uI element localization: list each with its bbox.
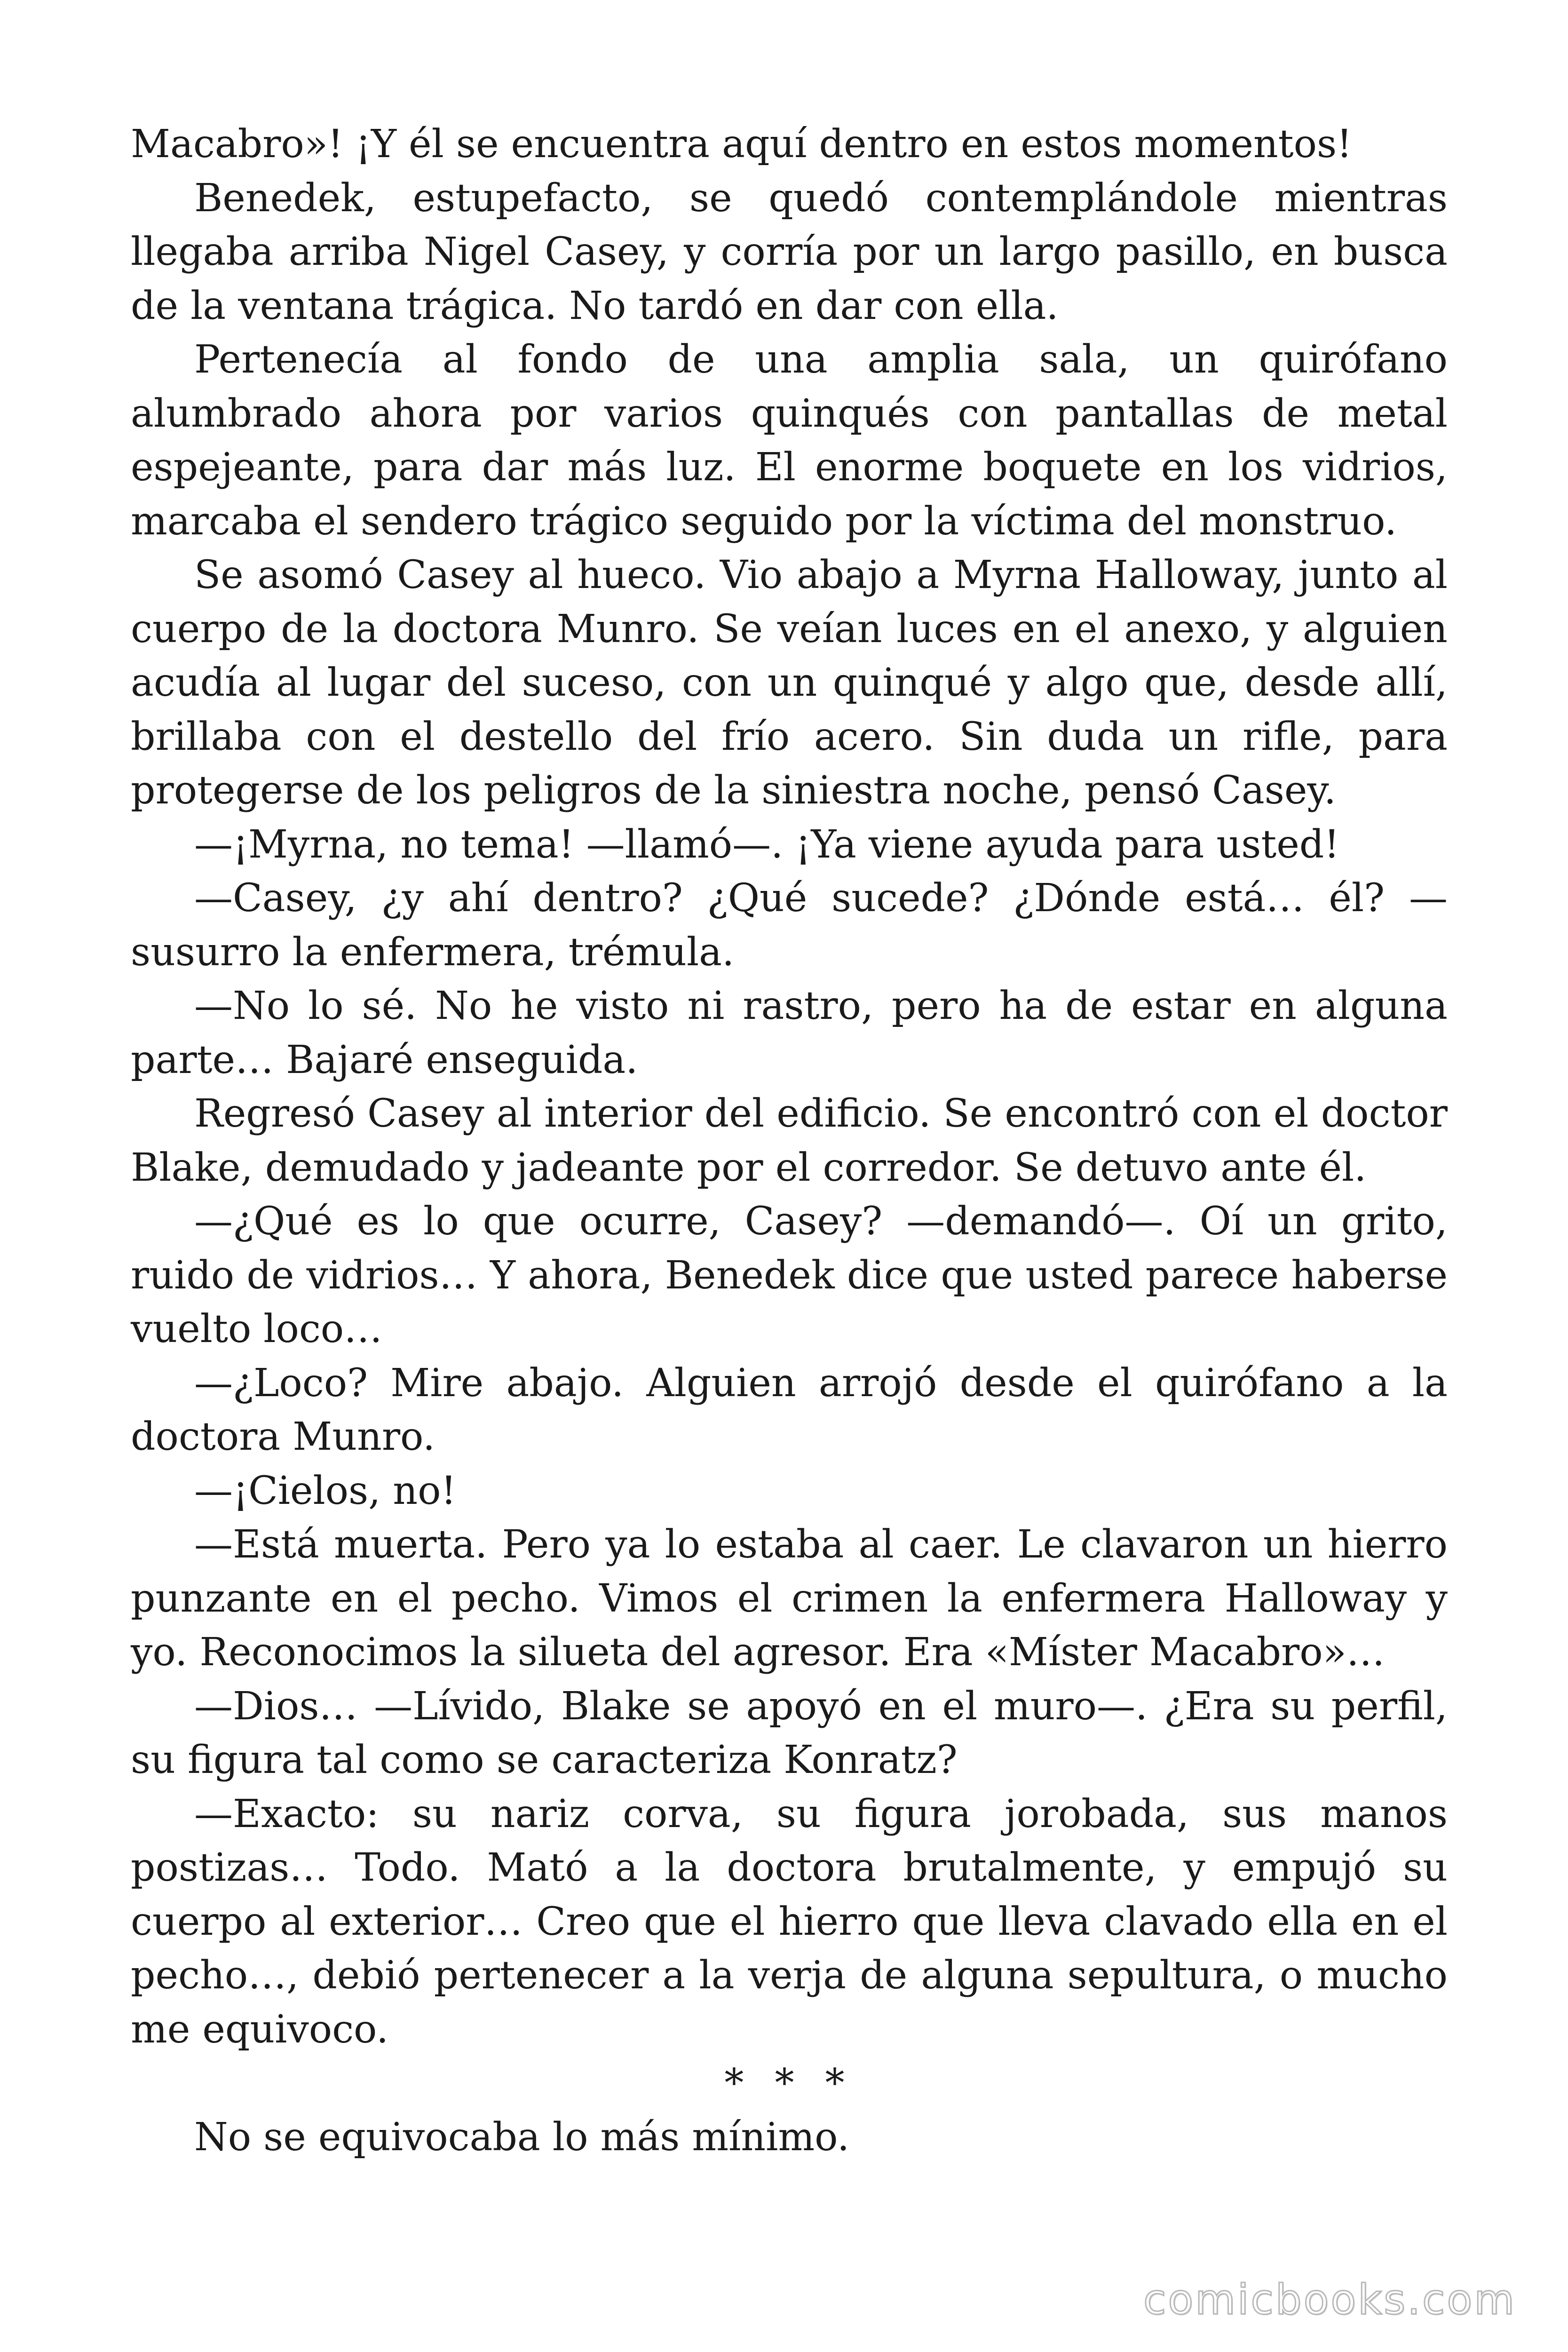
closing-paragraph: No se equivocaba lo más mínimo. [194, 2114, 850, 2160]
page-body [131, 118, 1448, 2164]
scene-separator: * * * [724, 2061, 854, 2106]
paragraph: —Casey, ¿y ahí dentro? ¿Qué sucede? ¿Dónde está… él? —susurro la enfermera, trémula. [131, 876, 1448, 975]
paragraph: Pertenecía al fondo de una amplia sala, un quirófano alumbrado ahora por varios quinqués con pantallas de metal espejeante, para dar más luz. El enorme boquete en los vidrios, marcaba el sendero trágico seguido por la víctima del monstruo. [131, 337, 1448, 544]
paragraph: —Dios… —Lívido, Blake se apoyó en el muro—. ¿Era su perfil, su figura tal como se caracteriza Konratz? [131, 1684, 1448, 1782]
paragraph: —¿Qué es lo que ocurre, Casey? —demandó—. Oí un grito, ruido de vidrios… Y ahora, Benedek dice que usted parece haberse vuelto loco… [131, 1199, 1448, 1351]
paragraph: —¡Myrna, no tema! —llamó—. ¡Ya viene ayuda para usted! [194, 822, 1340, 867]
paragraph: —No lo sé. No he visto ni rastro, pero ha de estar en alguna parte… Bajaré enseguida. [131, 984, 1448, 1082]
watermark: comicbooks.com [1143, 2275, 1516, 2324]
paragraph: —¡Cielos, no! [194, 1468, 457, 1513]
paragraph: —¿Loco? Mire abajo. Alguien arrojó desde el quirófano a la doctora Munro. [131, 1360, 1448, 1459]
paragraph: Se asomó Casey al hueco. Vio abajo a Myrna Halloway, junto al cuerpo de la doctora Munro. Se veían luces en el anexo, y alguien acudía al lugar del suceso, con un quinqué y algo que, desde allí, brillaba con el destello del frío acero. Sin duda un rifle, para protegerse de los peligros de la siniestra noche, pensó Casey. [131, 553, 1448, 813]
paragraph: Benedek, estupefacto, se quedó contemplándole mientras llegaba arriba Nigel Casey, y corría por un largo pasillo, en busca de la ventana trágica. No tardó en dar con ella. [131, 175, 1448, 328]
paragraph: Regresó Casey al interior del edificio. Se encontró con el doctor Blake, demudado y jadeante por el corredor. Se detuvo ante él. [131, 1091, 1448, 1190]
paragraph: —Está muerta. Pero ya lo estaba al caer. Le clavaron un hierro punzante en el pecho. Vimos el crimen la enfermera Halloway y yo. Reconocimos la silueta del agresor. Era «Míster Macabro»… [131, 1522, 1448, 1675]
paragraph: Macabro»! ¡Y él se encuentra aquí dentro en estos momentos! [131, 122, 1353, 167]
paragraph: —Exacto: su nariz corva, su figura jorobada, sus manos postizas… Todo. Mató a la doctora brutalmente, y empujó su cuerpo al exterior… Creo que el hierro que lleva clavado ella en el pecho…, debió pertenecer a la verja de alguna sepultura, o mucho me equivoco. [131, 1791, 1448, 2052]
